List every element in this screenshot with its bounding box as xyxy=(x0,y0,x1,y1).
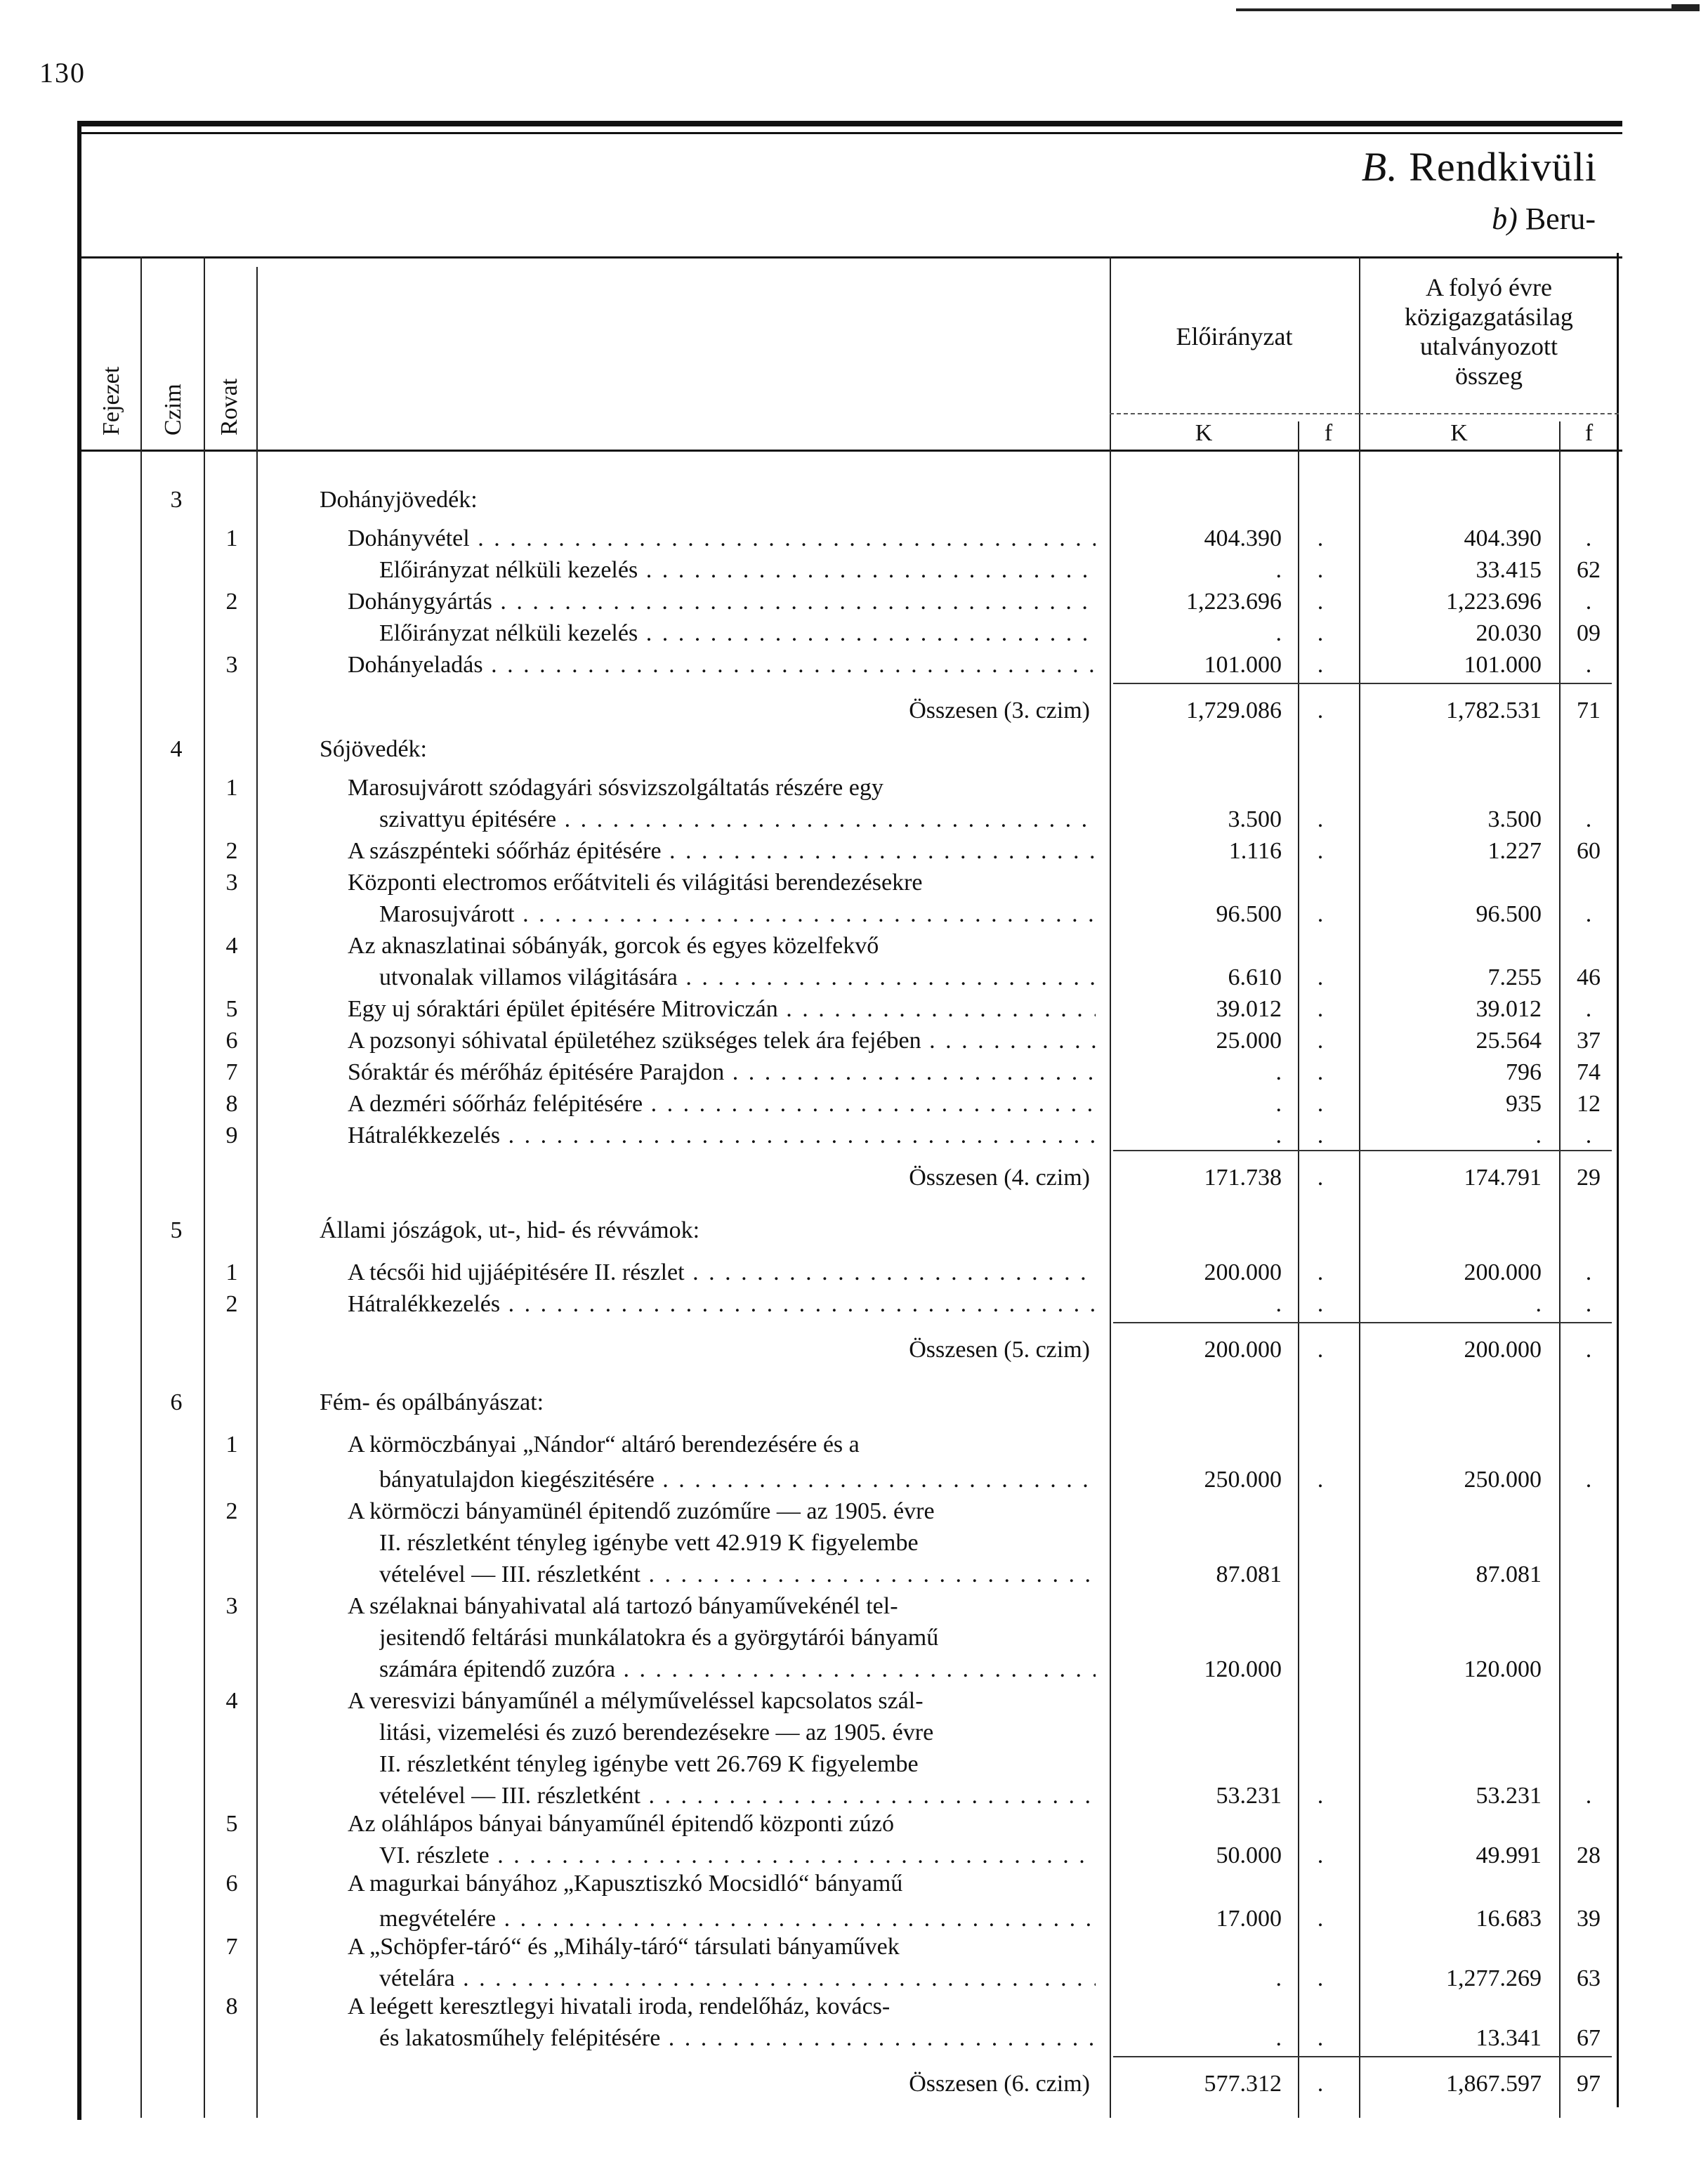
eloiranyzat-k-cell: 577.312 xyxy=(1204,2071,1282,2097)
eloiranyzat-f-cell: . xyxy=(1317,996,1324,1022)
utalvanyozott-k-cell: 1.227 xyxy=(1487,838,1542,864)
utalvanyozott-k-cell: 53.231 xyxy=(1476,1783,1542,1809)
utalvanyozott-f-cell: . xyxy=(1585,1122,1592,1148)
eloiranyzat-f-cell: . xyxy=(1317,557,1324,583)
rovat-cell: 6 xyxy=(225,1028,238,1054)
eloiranyzat-k-cell: 17.000 xyxy=(1216,1906,1282,1932)
item-description: bányatulajdon kiegészitésére . . . xyxy=(379,1465,1096,1495)
eloiranyzat-f-cell: . xyxy=(1317,1165,1324,1191)
utalvanyozott-f-cell: . xyxy=(1585,996,1592,1022)
utalvanyozott-f-cell: . xyxy=(1585,1337,1592,1363)
item-description: Marosujvárott szódagyári sósvizszolgáltatás részére egy xyxy=(348,775,883,801)
utalvanyozott-k-cell: 16.683 xyxy=(1476,1906,1542,1932)
rovat-cell: 1 xyxy=(225,525,238,551)
eloiranyzat-k-cell: 50.000 xyxy=(1216,1842,1282,1868)
rovat-cell: 4 xyxy=(225,933,238,959)
utalvanyozott-k-cell: 1,782.531 xyxy=(1446,698,1542,723)
item-description: A técsői hid ujjáépitésére II. részlet . . . xyxy=(348,1257,1096,1288)
rovat-cell: 1 xyxy=(225,775,238,801)
table-row xyxy=(0,1289,1708,1320)
item-description: VI. részlete . . . xyxy=(379,1840,1096,1871)
rovat-cell: 6 xyxy=(225,1871,238,1897)
item-description: Az oláhlápos bányai bányaműnél épitendő központi zúzó xyxy=(348,1811,894,1837)
item-description: vételével — III. részletként . . . xyxy=(379,1781,1096,1812)
table-row xyxy=(0,1496,1708,1527)
item-description: A szászpénteki sóőrház épitésére . . . xyxy=(348,836,1096,867)
eloiranyzat-f-cell: . xyxy=(1317,1965,1324,1991)
rovat-cell: 3 xyxy=(225,870,238,896)
utalvanyozott-k-cell: 96.500 xyxy=(1476,901,1542,927)
eloiranyzat-f-cell: . xyxy=(1317,1122,1324,1148)
czim-cell: 3 xyxy=(170,487,183,513)
subsection-title-text: Beru- xyxy=(1525,202,1596,236)
czim-cell: 5 xyxy=(170,1217,183,1243)
item-description: Az aknaszlatinai sóbányák, gorcok és egyes közelfekvő xyxy=(348,933,879,959)
eloiranyzat-f-cell: . xyxy=(1317,1259,1324,1285)
table-row xyxy=(0,773,1708,804)
eloiranyzat-k-cell: 3.500 xyxy=(1228,806,1282,832)
utalvanyozott-f-cell: 09 xyxy=(1577,620,1601,646)
eloiranyzat-k-cell: 101.000 xyxy=(1204,652,1282,678)
page-number: 130 xyxy=(39,57,86,89)
utalvanyozott-k-cell: 1,867.597 xyxy=(1446,2071,1542,2097)
table-row xyxy=(0,1257,1708,1288)
eloiranyzat-k-cell: . xyxy=(1275,1291,1282,1317)
item-description: szivattyu épitésére . . . xyxy=(379,804,1096,835)
rovat-cell: 7 xyxy=(225,1934,238,1960)
utalvanyozott-f-cell: 67 xyxy=(1577,2025,1601,2051)
item-description: megvételére . . . xyxy=(379,1904,1096,1934)
utalvanyozott-k-cell: 20.030 xyxy=(1476,620,1542,646)
eloiranyzat-k-cell: . xyxy=(1275,620,1282,646)
eloiranyzat-k-cell: 200.000 xyxy=(1204,1337,1282,1363)
header-split-dash-right xyxy=(1359,413,1619,414)
utalvanyozott-f-cell: . xyxy=(1585,901,1592,927)
eloiranyzat-k-cell: 87.081 xyxy=(1216,1561,1282,1587)
subsection-title xyxy=(1492,201,1596,237)
eloiranyzat-f-cell: . xyxy=(1317,964,1324,990)
eloiranyzat-k-cell: 25.000 xyxy=(1216,1028,1282,1054)
item-description: Előirányzat nélküli kezelés . . . xyxy=(379,618,1096,649)
eloiranyzat-k-cell: 1,729.086 xyxy=(1186,698,1282,723)
table-row xyxy=(0,650,1708,681)
eloiranyzat-k-cell: 1,223.696 xyxy=(1186,589,1282,615)
table-row xyxy=(0,1809,1708,1840)
table-row xyxy=(0,1749,1708,1780)
table-row xyxy=(0,1781,1708,1812)
item-description: A leégett keresztlegyi hivatali iroda, rendelőház, kovács- xyxy=(348,1993,891,2019)
table-row xyxy=(0,1026,1708,1056)
item-description: A dezméri sóőrház felépitésére . . . xyxy=(348,1089,1096,1120)
header-czim: Czim xyxy=(160,384,186,436)
table-row xyxy=(0,1591,1708,1622)
table-row xyxy=(0,2069,1708,2100)
item-description: jesitendő feltárási munkálatokra és a györgytárói bányamű xyxy=(379,1625,939,1651)
utalvanyozott-f-cell: 62 xyxy=(1577,557,1601,583)
rovat-cell: 1 xyxy=(225,1259,238,1285)
total-label: Összesen (3. czim) xyxy=(909,698,1090,723)
item-description: A szélaknai bányahivatal alá tartozó bányaművekénél tel- xyxy=(348,1593,898,1619)
eloiranyzat-k-cell: 6.610 xyxy=(1228,964,1282,990)
item-description: A magurkai bányához „Kapusztiszkó Mocsidló“ bányamű xyxy=(348,1871,903,1897)
item-description: Sóraktár és mérőház épitésére Parajdon . . . xyxy=(348,1057,1096,1088)
rovat-cell: 9 xyxy=(225,1122,238,1148)
eloiranyzat-k-cell: . xyxy=(1275,557,1282,583)
item-description: II. részletként tényleg igénybe vett 26.769 K figyelembe xyxy=(379,1751,919,1777)
section-letter: B. xyxy=(1361,144,1398,190)
columns-top-rule xyxy=(77,256,1622,258)
rovat-cell: 8 xyxy=(225,1993,238,2019)
item-description: A „Schöpfer-táró“ és „Mihály-táró“ társulati bányaművek xyxy=(348,1934,900,1960)
utalvanyozott-k-cell: . xyxy=(1535,1291,1542,1317)
table-row xyxy=(0,1686,1708,1717)
section-title-text: Rendkivüli xyxy=(1409,144,1597,190)
item-description: Hátralékkezelés . . . xyxy=(348,1120,1096,1151)
group-heading: Dohányjövedék: xyxy=(320,487,478,513)
item-description: Dohányeladás . . . xyxy=(348,650,1096,681)
utalvanyozott-k-cell: 101.000 xyxy=(1464,652,1542,678)
table-row xyxy=(0,994,1708,1025)
item-description: A veresvizi bányaműnél a mélyműveléssel kapcsolatos szál- xyxy=(348,1688,924,1714)
eloiranyzat-k-cell: 1.116 xyxy=(1228,838,1282,864)
rovat-cell: 3 xyxy=(225,652,238,678)
table-row xyxy=(0,1991,1708,2022)
eloiranyzat-k-cell: . xyxy=(1275,1091,1282,1117)
item-description: vételével — III. részletként . . . xyxy=(379,1559,1096,1590)
rovat-cell: 8 xyxy=(225,1091,238,1117)
table-row xyxy=(0,523,1708,554)
czim-cell: 4 xyxy=(170,736,183,762)
table-row xyxy=(0,1904,1708,1934)
rovat-cell: 2 xyxy=(225,1498,238,1524)
item-description: Marosujvárott . . . xyxy=(379,899,1096,930)
table-row xyxy=(0,1089,1708,1120)
eloiranyzat-k-cell: . xyxy=(1275,1122,1282,1148)
item-description: Dohánygyártás . . . xyxy=(348,587,1096,617)
header-eloiranyzat-k: K xyxy=(1195,420,1213,446)
utalvanyozott-f-cell: . xyxy=(1585,1259,1592,1285)
eloiranyzat-f-cell: . xyxy=(1317,1783,1324,1809)
eloiranyzat-f-cell: . xyxy=(1317,2025,1324,2051)
header-utalvanyozott-line1: A folyó évre xyxy=(1426,273,1552,301)
utalvanyozott-k-cell: 1,277.269 xyxy=(1446,1965,1542,1991)
table-row xyxy=(0,962,1708,993)
utalvanyozott-k-cell: 87.081 xyxy=(1476,1561,1542,1587)
utalvanyozott-k-cell: 120.000 xyxy=(1464,1656,1542,1682)
item-description: A pozsonyi sóhivatal épületéhez szükséges telek ára fejében . . . xyxy=(348,1026,1096,1056)
utalvanyozott-f-cell: 74 xyxy=(1577,1059,1601,1085)
utalvanyozott-k-cell: 1,223.696 xyxy=(1446,589,1542,615)
table-row xyxy=(0,836,1708,867)
rovat-cell: 5 xyxy=(225,1811,238,1837)
eloiranyzat-f-cell: . xyxy=(1317,1028,1324,1054)
table-row xyxy=(0,1717,1708,1748)
table-row xyxy=(0,1120,1708,1151)
utalvanyozott-f-cell: . xyxy=(1585,806,1592,832)
utalvanyozott-k-cell: 250.000 xyxy=(1464,1467,1542,1493)
utalvanyozott-f-cell: 71 xyxy=(1577,698,1601,723)
header-eloiranyzat-f: f xyxy=(1324,420,1333,446)
eloiranyzat-f-cell: . xyxy=(1317,1467,1324,1493)
eloiranyzat-k-cell: 171.738 xyxy=(1204,1165,1282,1191)
item-description: számára épitendő zuzóra . . . xyxy=(379,1654,1096,1685)
table-row xyxy=(0,867,1708,898)
table-row xyxy=(0,485,1708,516)
table-row xyxy=(0,1528,1708,1559)
table-row xyxy=(0,695,1708,726)
rovat-cell: 2 xyxy=(225,1291,238,1317)
header-utalvanyozott-f: f xyxy=(1584,420,1594,446)
table-row xyxy=(0,1335,1708,1366)
rovat-cell: 2 xyxy=(225,589,238,615)
header-utalvanyozott xyxy=(1359,273,1619,391)
sum-rule xyxy=(1113,683,1612,684)
czim-cell: 6 xyxy=(170,1389,183,1415)
table-row xyxy=(0,1559,1708,1590)
utalvanyozott-k-cell: 25.564 xyxy=(1476,1028,1542,1054)
table-row xyxy=(0,1868,1708,1899)
eloiranyzat-k-cell: . xyxy=(1275,1059,1282,1085)
table-row xyxy=(0,1387,1708,1418)
utalvanyozott-f-cell: 46 xyxy=(1577,964,1601,990)
table-row xyxy=(0,1465,1708,1495)
table-row xyxy=(0,1963,1708,1994)
header-fejezet: Fejezet xyxy=(98,366,124,436)
eloiranyzat-f-cell: . xyxy=(1317,1337,1324,1363)
table-row xyxy=(0,1932,1708,1963)
item-description: Egy uj sóraktári épület épitésére Mitroviczán . . . xyxy=(348,994,1096,1025)
utalvanyozott-f-cell: 12 xyxy=(1577,1091,1601,1117)
utalvanyozott-k-cell: 3.500 xyxy=(1487,806,1542,832)
item-description: utvonalak villamos világitására . . . xyxy=(379,962,1096,993)
item-description: A körmöczi bányamünél épitendő zuzóműre — az 1905. évre xyxy=(348,1498,935,1524)
header-utalvanyozott-line4: összeg xyxy=(1455,362,1523,390)
rovat-cell: 7 xyxy=(225,1059,238,1085)
utalvanyozott-f-cell: 60 xyxy=(1577,838,1601,864)
eloiranyzat-f-cell: . xyxy=(1317,1059,1324,1085)
utalvanyozott-k-cell: . xyxy=(1535,1122,1542,1148)
item-description: Dohányvétel . . . xyxy=(348,523,1096,554)
utalvanyozott-k-cell: 935 xyxy=(1506,1091,1542,1117)
header-rule-thick xyxy=(77,121,1622,126)
utalvanyozott-k-cell: 796 xyxy=(1506,1059,1542,1085)
eloiranyzat-k-cell: 96.500 xyxy=(1216,901,1282,927)
eloiranyzat-f-cell: . xyxy=(1317,1091,1324,1117)
rovat-cell: 4 xyxy=(225,1688,238,1714)
utalvanyozott-f-cell: 97 xyxy=(1577,2071,1601,2097)
item-description: Hátralékkezelés . . . xyxy=(348,1289,1096,1320)
utalvanyozott-k-cell: 13.341 xyxy=(1476,2025,1542,2051)
group-heading: Fém- és opálbányászat: xyxy=(320,1389,544,1415)
utalvanyozott-f-cell: . xyxy=(1585,652,1592,678)
eloiranyzat-k-cell: 200.000 xyxy=(1204,1259,1282,1285)
sum-rule xyxy=(1113,1322,1612,1323)
section-title xyxy=(1362,143,1597,190)
eloiranyzat-f-cell: . xyxy=(1317,1291,1324,1317)
item-description: II. részletként tényleg igénybe vett 42.919 K figyelembe xyxy=(379,1530,919,1556)
table-row xyxy=(0,1623,1708,1654)
utalvanyozott-f-cell: . xyxy=(1585,1783,1592,1809)
utalvanyozott-k-cell: 200.000 xyxy=(1464,1259,1542,1285)
rovat-cell: 2 xyxy=(225,838,238,864)
eloiranyzat-f-cell: . xyxy=(1317,525,1324,551)
item-description: Előirányzat nélküli kezelés . . . xyxy=(379,555,1096,586)
item-description: vételára . . . xyxy=(379,1963,1096,1994)
utalvanyozott-f-cell: 28 xyxy=(1577,1842,1601,1868)
eloiranyzat-f-cell: . xyxy=(1317,620,1324,646)
utalvanyozott-f-cell: 29 xyxy=(1577,1165,1601,1191)
table-row xyxy=(0,1840,1708,1871)
total-label: Összesen (6. czim) xyxy=(909,2071,1090,2097)
eloiranyzat-k-cell: 53.231 xyxy=(1216,1783,1282,1809)
utalvanyozott-f-cell: . xyxy=(1585,589,1592,615)
utalvanyozott-k-cell: 174.791 xyxy=(1464,1165,1542,1191)
header-utalvanyozott-line2: közigazgatásilag xyxy=(1405,303,1573,331)
table-row xyxy=(0,1215,1708,1246)
table-row xyxy=(0,899,1708,930)
utalvanyozott-k-cell: 404.390 xyxy=(1464,525,1542,551)
eloiranyzat-f-cell: . xyxy=(1317,652,1324,678)
eloiranyzat-f-cell: . xyxy=(1317,901,1324,927)
utalvanyozott-f-cell: . xyxy=(1585,1467,1592,1493)
item-description: A körmöczbányai „Nándor“ altáró berendezésére és a xyxy=(348,1432,860,1458)
eloiranyzat-f-cell: . xyxy=(1317,698,1324,723)
utalvanyozott-f-cell: 37 xyxy=(1577,1028,1601,1054)
eloiranyzat-f-cell: . xyxy=(1317,838,1324,864)
eloiranyzat-f-cell: . xyxy=(1317,589,1324,615)
table-row xyxy=(0,587,1708,617)
item-description: litási, vizemelési és zuzó berendezésekre — az 1905. évre xyxy=(379,1720,934,1746)
eloiranyzat-k-cell: 250.000 xyxy=(1204,1467,1282,1493)
group-heading: Sójövedék: xyxy=(320,736,427,762)
sum-rule xyxy=(1113,2056,1612,2057)
header-rule-thin xyxy=(77,132,1622,134)
utalvanyozott-f-cell: 63 xyxy=(1577,1965,1601,1991)
group-heading: Állami jószágok, ut-, hid- és révvámok: xyxy=(320,1217,700,1243)
utalvanyozott-f-cell: 39 xyxy=(1577,1906,1601,1932)
eloiranyzat-k-cell: 404.390 xyxy=(1204,525,1282,551)
table-row xyxy=(0,1429,1708,1460)
utalvanyozott-k-cell: 33.415 xyxy=(1476,557,1542,583)
utalvanyozott-f-cell: . xyxy=(1585,1291,1592,1317)
rovat-cell: 3 xyxy=(225,1593,238,1619)
table-row xyxy=(0,734,1708,765)
sum-rule xyxy=(1113,1150,1612,1151)
header-eloiranyzat: Előirányzat xyxy=(1176,322,1293,351)
table-row xyxy=(0,804,1708,835)
total-label: Összesen (4. czim) xyxy=(909,1165,1090,1191)
eloiranyzat-k-cell: . xyxy=(1275,1965,1282,1991)
header-rovat: Rovat xyxy=(216,378,242,436)
table-row xyxy=(0,1057,1708,1088)
eloiranyzat-f-cell: . xyxy=(1317,806,1324,832)
rovat-cell: 5 xyxy=(225,996,238,1022)
columns-bottom-rule xyxy=(77,450,1622,452)
top-rule xyxy=(1236,8,1686,11)
subsection-letter: b) xyxy=(1492,202,1518,236)
eloiranyzat-f-cell: . xyxy=(1317,2071,1324,2097)
header-split-dash-left xyxy=(1110,413,1359,414)
utalvanyozott-k-cell: 39.012 xyxy=(1476,996,1542,1022)
eloiranyzat-f-cell: . xyxy=(1317,1906,1324,1932)
rovat-cell: 1 xyxy=(225,1432,238,1458)
total-label: Összesen (5. czim) xyxy=(909,1337,1090,1363)
utalvanyozott-f-cell: . xyxy=(1585,525,1592,551)
utalvanyozott-k-cell: 7.255 xyxy=(1487,964,1542,990)
item-description: és lakatosműhely felépitésére . . . xyxy=(379,2023,1096,2054)
utalvanyozott-k-cell: 49.991 xyxy=(1476,1842,1542,1868)
table-row xyxy=(0,1163,1708,1193)
table-row xyxy=(0,931,1708,962)
table-row xyxy=(0,618,1708,649)
table-row xyxy=(0,2023,1708,2054)
utalvanyozott-k-cell: 200.000 xyxy=(1464,1337,1542,1363)
item-description: Központi electromos erőátviteli és világitási berendezésekre xyxy=(348,870,923,896)
header-utalvanyozott-k: K xyxy=(1450,420,1468,446)
top-rule-mark xyxy=(1671,4,1700,11)
header-utalvanyozott-line3: utalványozott xyxy=(1420,332,1558,360)
eloiranyzat-k-cell: . xyxy=(1275,2025,1282,2051)
table-row xyxy=(0,1654,1708,1685)
eloiranyzat-k-cell: 120.000 xyxy=(1204,1656,1282,1682)
eloiranyzat-f-cell: . xyxy=(1317,1842,1324,1868)
eloiranyzat-k-cell: 39.012 xyxy=(1216,996,1282,1022)
table-row xyxy=(0,555,1708,586)
